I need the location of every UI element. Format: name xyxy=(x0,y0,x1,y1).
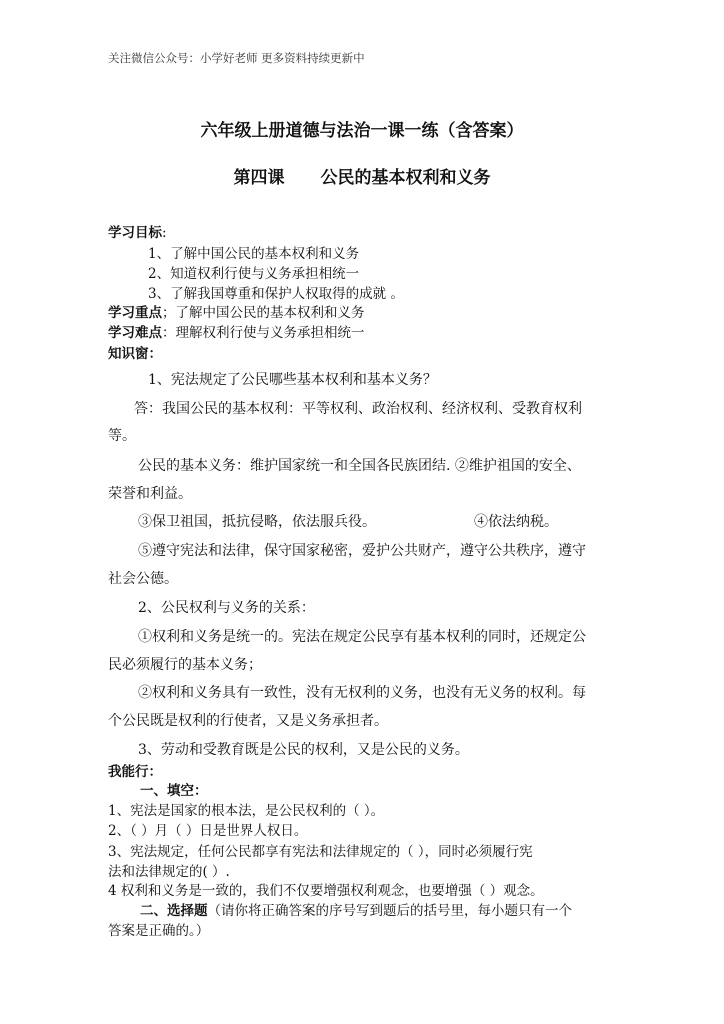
key-point-label: 学习重点 xyxy=(108,305,162,321)
difficulty: 学习难点：理解权利行使与义务承担相统一 xyxy=(108,325,365,341)
fill-question: 3、宪法规定，任何公民都享有宪法和法律规定的（ ），同时必须履行宪 xyxy=(108,844,533,860)
duty-3: ③保卫祖国，抵抗侵略，依法服兵役。 xyxy=(138,514,376,530)
choice-heading-line xyxy=(140,899,572,919)
goal-item: 1、了解中国公民的基本权利和义务 xyxy=(148,246,360,262)
choice-note: （请你将正确答案的序号写到题后的括号里，每小题只有一个 xyxy=(207,903,572,919)
practice-heading: 我能行： xyxy=(108,764,162,780)
lesson-name: 公民的基本权利和义务 xyxy=(320,168,491,188)
header-note: 关注微信公众号：小学好老师 更多资料持续更新中 xyxy=(108,51,365,65)
difficulty-label: 学习难点 xyxy=(108,325,162,341)
relation-1-line: 民必须履行的基本义务； xyxy=(108,657,262,673)
goal-item: 3、了解我国尊重和保护人权取得的成就 。 xyxy=(148,286,404,302)
fill-heading: 一、填空： xyxy=(140,783,208,799)
duty-4: ④依法纳税。 xyxy=(474,514,558,530)
fill-question: 法和法律规定的( ）. xyxy=(108,864,230,880)
relation-1-line: ①权利和义务是统一的。宪法在规定公民享有基本权利的同时，还规定公 xyxy=(138,629,586,645)
knowledge-label: 知识窗 xyxy=(108,346,149,362)
goals-heading: 学习目标: xyxy=(108,225,167,241)
question-2: 2、公民权利与义务的关系： xyxy=(138,600,315,616)
goal-item: 2、知道权利行使与义务承担相统一 xyxy=(148,266,360,282)
duties-line: 公民的基本义务：维护国家统一和全国各民族团结. ②维护祖国的安全、 xyxy=(138,458,581,474)
choice-note-line: 答案是正确的。） xyxy=(108,923,210,939)
key-point-text: 了解中国公民的基本权利和义务 xyxy=(175,305,365,321)
relation-2-line: 个公民既是权利的行使者，又是义务承担者。 xyxy=(108,713,388,729)
knowledge-heading: 知识窗： xyxy=(108,346,162,362)
question-3: 3、劳动和受教育既是公民的权利，又是公民的义务。 xyxy=(138,742,469,758)
lesson-title xyxy=(0,163,724,188)
fill-question: 4 权利和义务是一致的，我们不仅要增强权利观念，也要增强（ ）观念。 xyxy=(108,883,544,899)
relation-2-line: ②权利和义务具有一致性，没有无权利的义务，也没有无义务的权利。每 xyxy=(138,685,586,701)
fill-question: 2、（ ）月（ ）日是世界人权日。 xyxy=(108,823,308,839)
question-1: 1、宪法规定了公民哪些基本权利和基本义务？ xyxy=(148,372,437,388)
duties-line: 荣誉和利益。 xyxy=(108,486,192,502)
practice-label: 我能行 xyxy=(108,764,149,780)
lesson-number: 第四课 xyxy=(233,168,285,188)
key-point: 学习重点；了解中国公民的基本权利和义务 xyxy=(108,305,365,321)
duty-5-line: ⑤遵守宪法和法律，保守国家秘密，爱护公共财产，遵守公共秩序，遵守 xyxy=(138,543,586,559)
answer-rights-line: 答：我国公民的基本权利：平等权利、政治权利、经济权利、受教育权利 xyxy=(134,401,582,417)
choice-heading: 二、选择题 xyxy=(140,903,208,919)
difficulty-text: 理解权利行使与义务承担相统一 xyxy=(175,325,365,341)
document-title: 六年级上册道德与法治一课一练（含答案） xyxy=(200,121,524,141)
answer-rights-line: 等。 xyxy=(108,428,136,444)
goals-label: 学习目标 xyxy=(108,225,162,241)
fill-question: 1、宪法是国家的根本法，是公民权利的（ ）。 xyxy=(108,803,385,819)
duty-5-line: 社会公德。 xyxy=(108,571,178,587)
